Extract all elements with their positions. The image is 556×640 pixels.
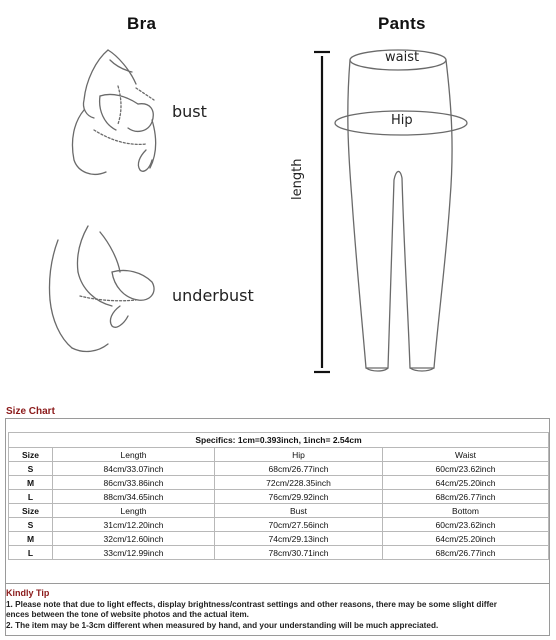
length-arrow (314, 52, 330, 372)
value-cell: 32cm/12.60inch (53, 532, 215, 546)
size-cell: M (9, 532, 53, 546)
value-cell: 76cm/29.92inch (215, 490, 383, 504)
bra-heading: Bra (127, 14, 157, 33)
size-chart-table (8, 432, 549, 560)
value-cell: 70cm/27.56inch (215, 518, 383, 532)
value-cell: 60cm/23.62inch (383, 518, 549, 532)
specifics-cell: Specifics: 1cm=0.393inch, 1inch= 2.54cm (9, 433, 549, 448)
header-cell: Size (9, 504, 53, 518)
pants-figure (335, 50, 467, 371)
header-cell: Bottom (383, 504, 549, 518)
pants-heading: Pants (378, 14, 426, 33)
size-cell: M (9, 476, 53, 490)
value-cell: 64cm/25.20inch (383, 476, 549, 490)
table-row (9, 462, 549, 476)
header-cell: Size (9, 448, 53, 462)
value-cell: 68cm/26.77inch (383, 490, 549, 504)
value-cell: 68cm/26.77inch (383, 546, 549, 560)
table-row (9, 546, 549, 560)
header-cell: Waist (383, 448, 549, 462)
size-cell: L (9, 546, 53, 560)
waist-label: waist (385, 50, 420, 65)
value-cell: 31cm/12.20inch (53, 518, 215, 532)
hip-label: Hip (391, 113, 413, 128)
header-cell: Length (53, 504, 215, 518)
value-cell: 84cm/33.07inch (53, 462, 215, 476)
table-row (9, 504, 549, 518)
value-cell: 68cm/26.77inch (215, 462, 383, 476)
bust-label: bust (172, 102, 207, 121)
kindly-tip-line: 1. Please note that due to light effects, display brightness/contrast settings and other reasons, there may be some slight differ (6, 600, 497, 609)
size-chart-title: Size Chart (6, 406, 55, 417)
bust-figure (72, 50, 155, 174)
value-cell: 88cm/34.65inch (53, 490, 215, 504)
header-cell: Length (53, 448, 215, 462)
length-label: length (290, 158, 305, 200)
table-row (9, 532, 549, 546)
size-cell: L (9, 490, 53, 504)
value-cell: 86cm/33.86inch (53, 476, 215, 490)
table-row (9, 490, 549, 504)
value-cell: 74cm/29.13inch (215, 532, 383, 546)
table-row (9, 433, 549, 448)
value-cell: 64cm/25.20inch (383, 532, 549, 546)
underbust-label: underbust (172, 286, 254, 305)
underbust-figure (49, 226, 154, 351)
value-cell: 60cm/23.62inch (383, 462, 549, 476)
table-row (9, 476, 549, 490)
size-cell: S (9, 518, 53, 532)
table-row (9, 518, 549, 532)
value-cell: 78cm/30.71inch (215, 546, 383, 560)
kindly-tip-line: ences between the tone of website photos and the actual item. (6, 610, 249, 619)
header-cell: Bust (215, 504, 383, 518)
size-cell: S (9, 462, 53, 476)
header-cell: Hip (215, 448, 383, 462)
value-cell: 33cm/12.99inch (53, 546, 215, 560)
value-cell: 72cm/228.35inch (215, 476, 383, 490)
table-row (9, 448, 549, 462)
kindly-tip-line: 2. The item may be 1-3cm different when measured by hand, and your understanding will be much appreciated. (6, 621, 439, 630)
kindly-tip-title: Kindly Tip (6, 588, 50, 598)
